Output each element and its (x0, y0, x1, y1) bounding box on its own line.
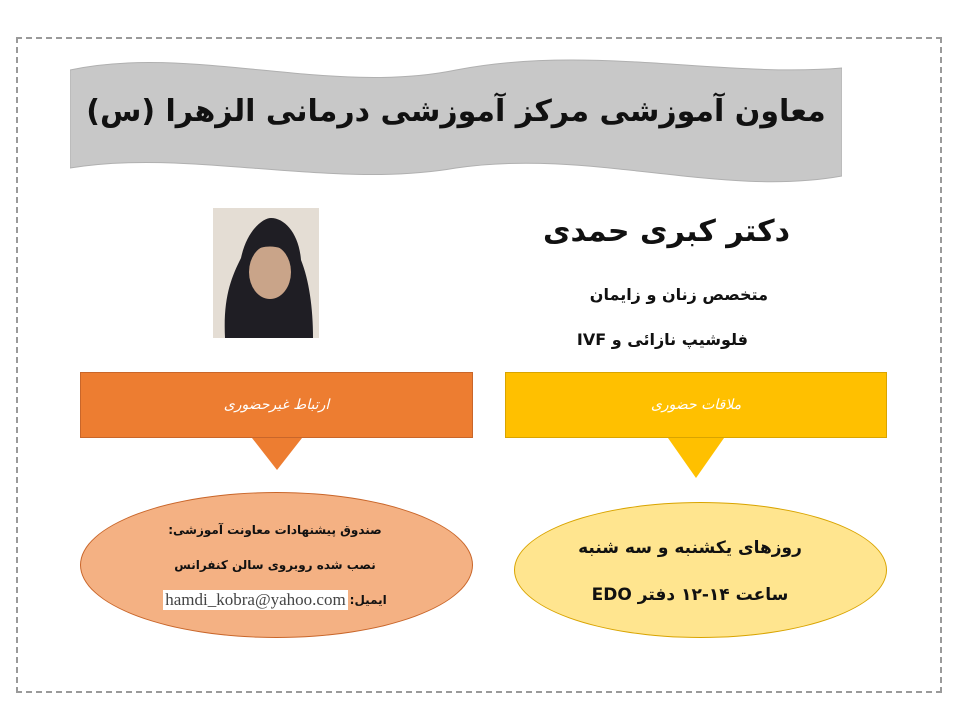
doctor-specialty: متخصص زنان و زایمان (589, 285, 768, 304)
banner-title: معاون آموزشی مرکز آموزشی درمانی الزهرا (س) (86, 94, 826, 129)
remote-contact-label: ارتباط غیرحضوری (223, 397, 330, 413)
doctor-name: دکتر کبری حمدی (542, 214, 790, 249)
doctor-fellowship: فلوشیپ نازائی و IVF (576, 330, 748, 349)
remote-down-arrow (252, 438, 302, 470)
email-row (150, 590, 400, 610)
in-person-down-arrow (668, 438, 724, 478)
in-person-details-ellipse (514, 502, 887, 638)
email-label: ایمیل: (349, 593, 387, 607)
suggestion-box-line2: نصب شده روبروی سالن کنفرانس (174, 558, 376, 572)
doctor-photo (213, 208, 319, 338)
email-link[interactable]: hamdi_kobra@yahoo.com (165, 590, 346, 609)
suggestion-box-line1: صندوق پیشنهادات معاونت آموزشی: (168, 523, 382, 537)
in-person-label: ملاقات حضوری (650, 397, 742, 413)
visit-hours: ساعت ۱۴-۱۲ دفتر EDO (591, 585, 789, 605)
visit-days: روزهای یکشنبه و سه شنبه (578, 538, 802, 558)
in-person-box (505, 372, 887, 438)
remote-contact-box (80, 372, 473, 438)
